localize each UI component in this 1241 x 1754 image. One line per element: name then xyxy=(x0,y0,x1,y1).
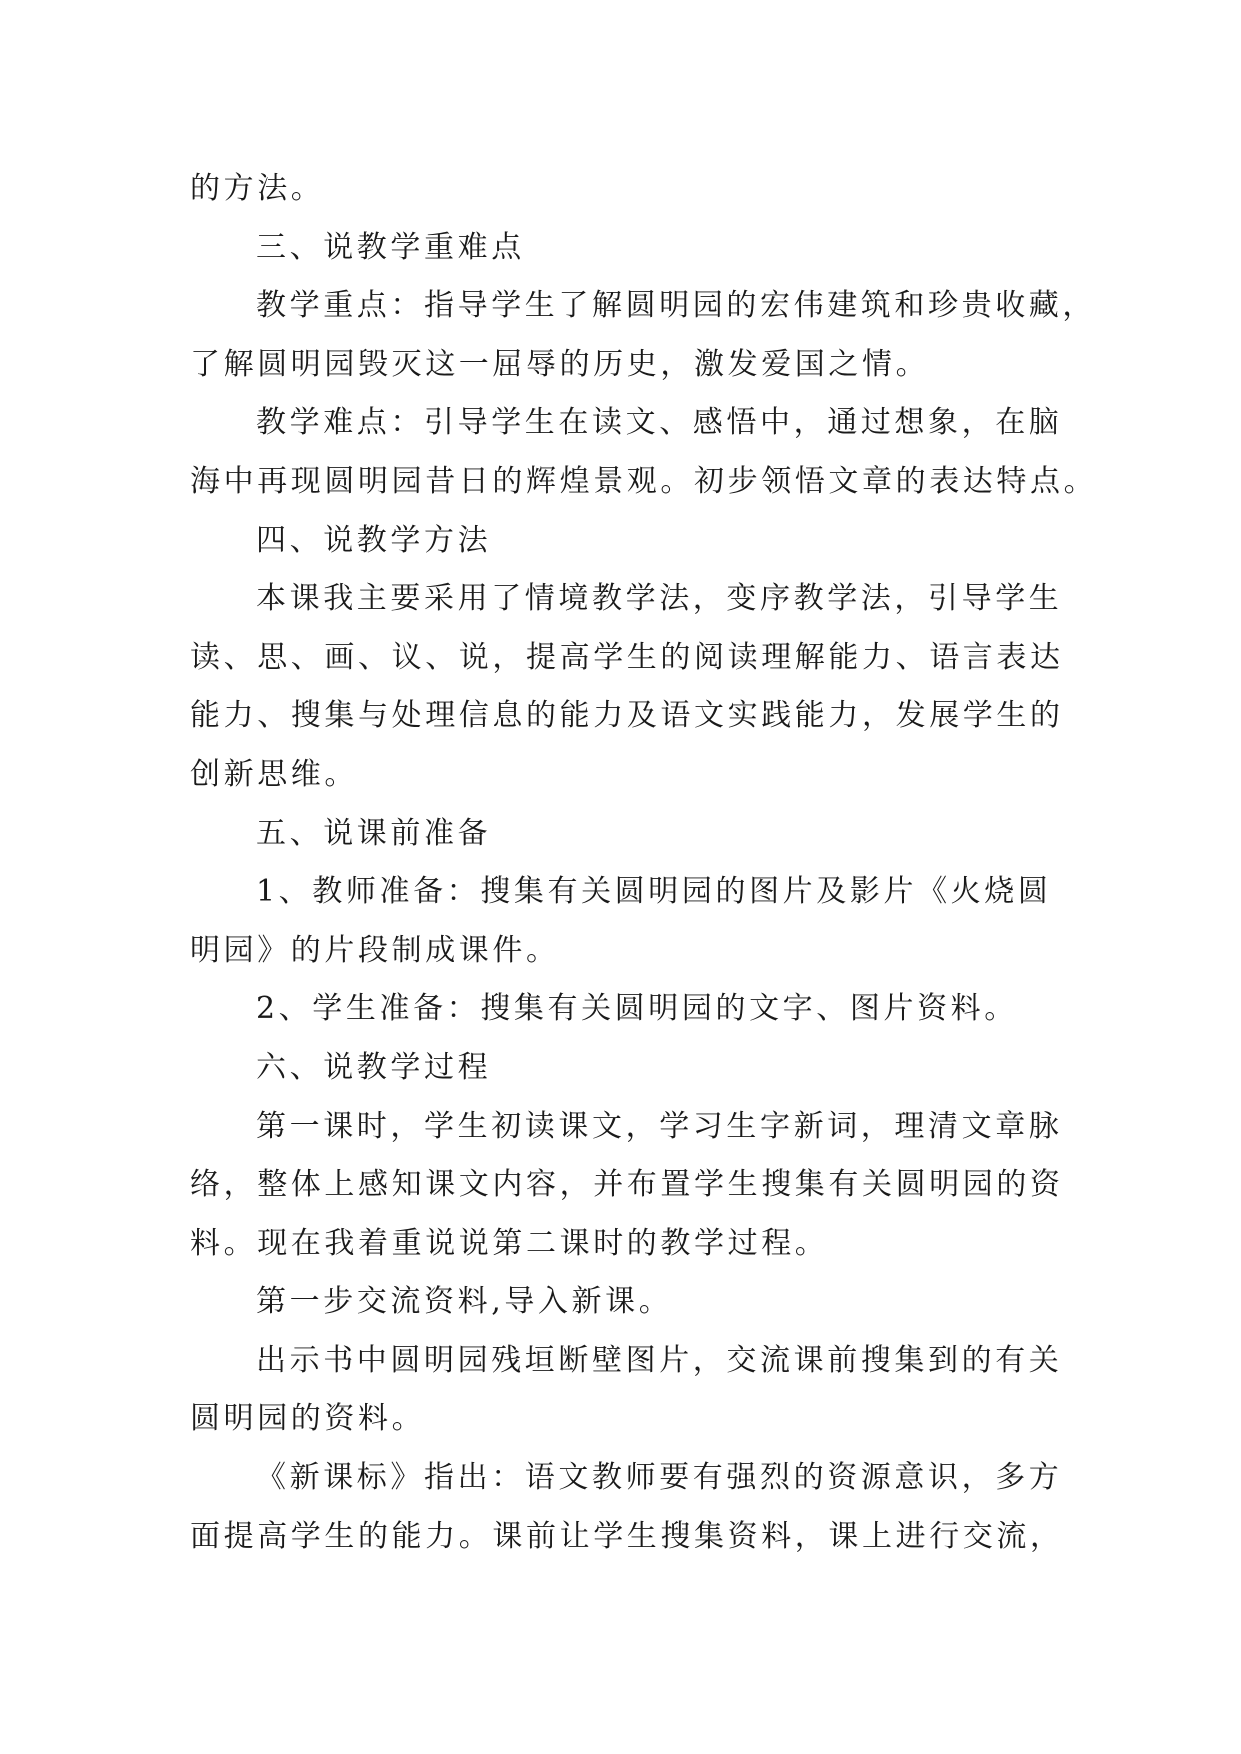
text-line: 面提高学生的能力。课前让学生搜集资料，课上进行交流， xyxy=(190,1518,1064,1554)
text-line: 教学难点：引导学生在读文、感悟中，通过想象，在脑 xyxy=(256,405,1063,441)
text-line: 了解圆明园毁灭这一屈辱的历史，激发爱国之情。 xyxy=(190,346,930,382)
text-line: 海中再现圆明园昔日的辉煌景观。初步领悟文章的表达特点。 xyxy=(190,463,1098,499)
text-line: 能力、搜集与处理信息的能力及语文实践能力，发展学生的 xyxy=(190,698,1064,734)
text-line: 第一步交流资料,导入新课。 xyxy=(256,1284,673,1320)
text-line: 络，整体上感知课文内容，并布置学生搜集有关圆明园的资 xyxy=(190,1167,1064,1203)
text-line: 圆明园的资料。 xyxy=(190,1401,426,1437)
section-heading: 六、说教学过程 xyxy=(256,1049,492,1085)
text-line: 明园》的片段制成课件。 xyxy=(190,932,560,968)
section-heading: 五、说课前准备 xyxy=(256,815,492,851)
text-line: 教学重点：指导学生了解圆明园的宏伟建筑和珍贵收藏， xyxy=(256,288,1096,324)
text-line: 本课我主要采用了情境教学法，变序教学法，引导学生 xyxy=(256,581,1063,617)
text-line: 的方法。 xyxy=(190,171,325,206)
text-line: 出示书中圆明园残垣断壁图片，交流课前搜集到的有关 xyxy=(256,1342,1063,1378)
text-line: 读、思、画、议、说，提高学生的阅读理解能力、语言表达 xyxy=(190,639,1064,675)
text-line: 《新课标》指出：语文教师要有强烈的资源意识，多方 xyxy=(256,1460,1063,1496)
body-text xyxy=(190,160,1098,1566)
text-line: 第一课时，学生初读课文，学习生字新词，理清文章脉 xyxy=(256,1108,1063,1144)
section-heading: 三、说教学重难点 xyxy=(256,229,525,265)
text-line: 1、教师准备：搜集有关圆明园的图片及影片《火烧圆 xyxy=(256,874,1052,910)
text-line: 2、学生准备：搜集有关圆明园的文字、图片资料。 xyxy=(256,991,1018,1027)
text-line: 料。现在我着重说说第二课时的教学过程。 xyxy=(190,1225,829,1261)
section-heading: 四、说教学方法 xyxy=(256,522,492,558)
text-line: 创新思维。 xyxy=(190,756,358,792)
